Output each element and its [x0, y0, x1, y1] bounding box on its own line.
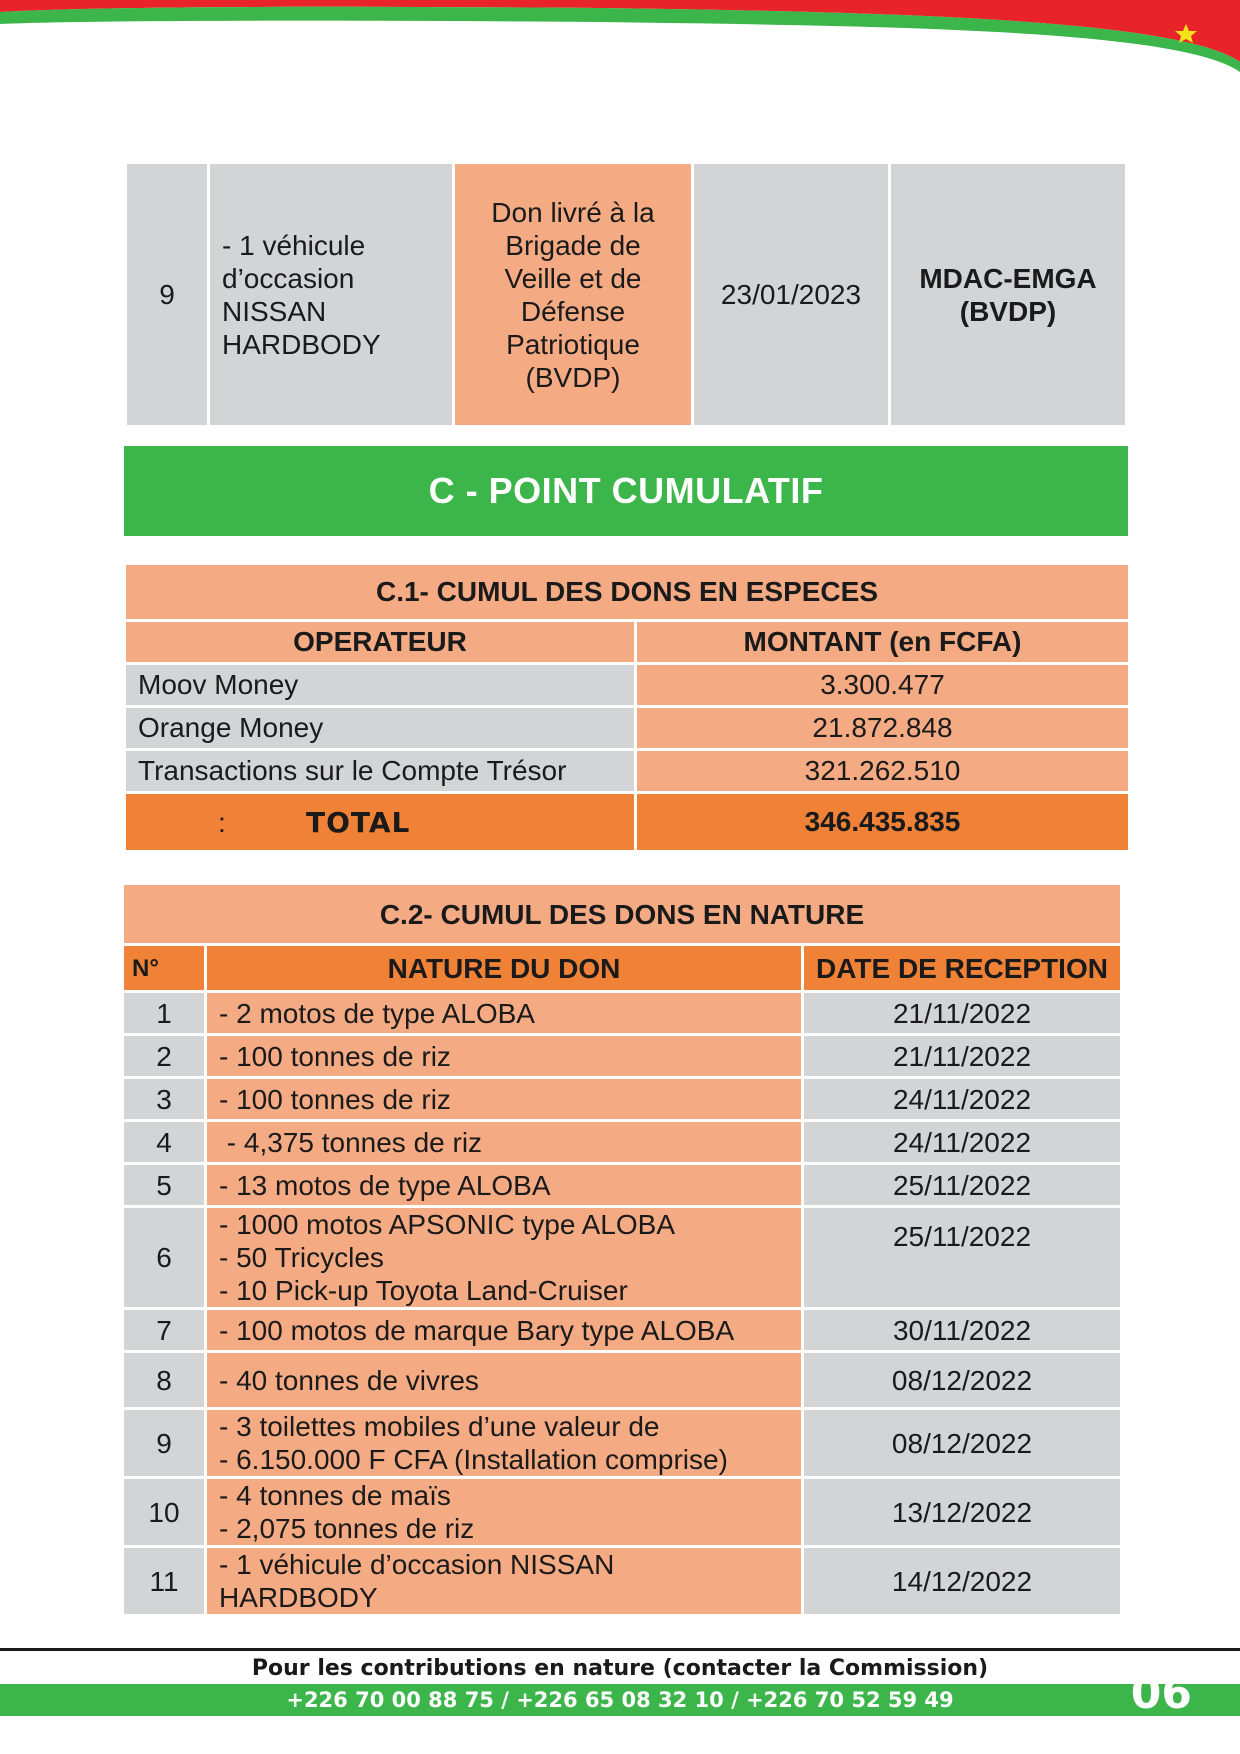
table-row: [124, 1410, 1120, 1476]
row-number: 10: [124, 1479, 207, 1545]
row-number: 1: [124, 993, 207, 1033]
row-number: 9: [127, 164, 207, 425]
nature-cell: - 1000 motos APSONIC type ALOBA - 50 Tricycles - 10 Pick-up Toyota Land-Cruiser: [207, 1208, 804, 1307]
footer-contact-label: Pour les contributions en nature (contacter la Commission): [251, 1656, 989, 1681]
footer-phones: +226 70 00 88 75 / +226 65 08 32 10 / +226 70 52 59 49: [286, 1688, 954, 1712]
footer-divider: [0, 1648, 1240, 1651]
nature-cell: - 100 tonnes de riz: [207, 1079, 804, 1119]
table-row: [124, 1479, 1120, 1545]
date-cell: 13/12/2022: [804, 1479, 1120, 1545]
donation-date: 23/01/2023: [694, 164, 888, 425]
flag-banner: [0, 0, 1240, 80]
amount-cell: 3.300.477: [637, 665, 1128, 705]
nature-cell: - 1 véhicule d’occasion NISSAN HARDBODY: [207, 1548, 804, 1614]
nature-cell: - 100 motos de marque Bary type ALOBA: [207, 1310, 804, 1350]
date-cell: 25/11/2022: [804, 1208, 1120, 1307]
row-number: 6: [124, 1208, 207, 1307]
table-row: [124, 1548, 1120, 1614]
section-title: C - POINT CUMULATIF: [124, 446, 1128, 536]
table-row: [124, 1122, 1120, 1162]
table-row: [124, 1208, 1120, 1307]
total-row: [126, 794, 1128, 850]
amount-cell: 321.262.510: [637, 751, 1128, 791]
table-row: [124, 1165, 1120, 1205]
table-title: C.1- CUMUL DES DONS EN ESPECES: [126, 565, 1128, 619]
row-number: 4: [124, 1122, 207, 1162]
cash-donations-table: [126, 562, 1128, 853]
date-cell: 24/11/2022: [804, 1079, 1120, 1119]
row-number: 2: [124, 1036, 207, 1076]
nature-cell: - 13 motos de type ALOBA: [207, 1165, 804, 1205]
column-header-date: DATE DE RECEPTION: [804, 946, 1120, 990]
table-row: [126, 708, 1128, 748]
footer-phone-bar: [0, 1684, 1240, 1716]
amount-cell: 21.872.848: [637, 708, 1128, 748]
nature-cell: - 40 tonnes de vivres: [207, 1353, 804, 1407]
table-row: [124, 1310, 1120, 1350]
table-row: [124, 1079, 1120, 1119]
date-cell: 08/12/2022: [804, 1410, 1120, 1476]
page-number: 06: [1130, 1668, 1192, 1719]
recipient-org: MDAC-EMGA (BVDP): [891, 164, 1125, 425]
row-number: 8: [124, 1353, 207, 1407]
total-label: TOTAL: [306, 805, 411, 839]
date-cell: 14/12/2022: [804, 1548, 1120, 1614]
table-row: [124, 993, 1120, 1033]
total-colon: :: [218, 806, 226, 838]
operator-cell: Orange Money: [126, 708, 637, 748]
date-cell: 21/11/2022: [804, 993, 1120, 1033]
date-cell: 30/11/2022: [804, 1310, 1120, 1350]
table-title: C.2- CUMUL DES DONS EN NATURE: [124, 885, 1120, 943]
row-number: 7: [124, 1310, 207, 1350]
row-number: 3: [124, 1079, 207, 1119]
table-row: [126, 751, 1128, 791]
total-label-cell: [126, 794, 637, 850]
operator-cell: Moov Money: [126, 665, 637, 705]
table-row: [126, 665, 1128, 705]
row-number: 9: [124, 1410, 207, 1476]
total-amount: 346.435.835: [637, 794, 1128, 850]
column-header-amount: MONTANT (en FCFA): [637, 622, 1128, 662]
date-cell: 25/11/2022: [804, 1165, 1120, 1205]
column-header-number: N°: [124, 946, 207, 990]
row-number: 11: [124, 1548, 207, 1614]
nature-cell: - 3 toilettes mobiles d’une valeur de - 6.150.000 F CFA (Installation comprise): [207, 1410, 804, 1476]
row-number: 5: [124, 1165, 207, 1205]
date-cell: 08/12/2022: [804, 1353, 1120, 1407]
nature-cell: - 2 motos de type ALOBA: [207, 993, 804, 1033]
nature-cell: - 4,375 tonnes de riz: [207, 1122, 804, 1162]
nature-cell: - 4 tonnes de maïs - 2,075 tonnes de riz: [207, 1479, 804, 1545]
operator-cell: Transactions sur le Compte Trésor: [126, 751, 637, 791]
column-header-operator: OPERATEUR: [126, 622, 637, 662]
donation-row-9-continued: [124, 164, 1128, 425]
column-header-nature: NATURE DU DON: [207, 946, 804, 990]
donation-item: - 1 véhicule d’occasion NISSAN HARDBODY: [210, 164, 452, 425]
nature-cell: - 100 tonnes de riz: [207, 1036, 804, 1076]
table-row: [124, 1036, 1120, 1076]
table-row: [124, 1353, 1120, 1407]
in-kind-donations-table: [124, 882, 1120, 1617]
date-cell: 21/11/2022: [804, 1036, 1120, 1076]
date-cell: 24/11/2022: [804, 1122, 1120, 1162]
delivery-place: Don livré à la Brigade de Veille et de Défense Patriotique (BVDP): [455, 164, 691, 425]
